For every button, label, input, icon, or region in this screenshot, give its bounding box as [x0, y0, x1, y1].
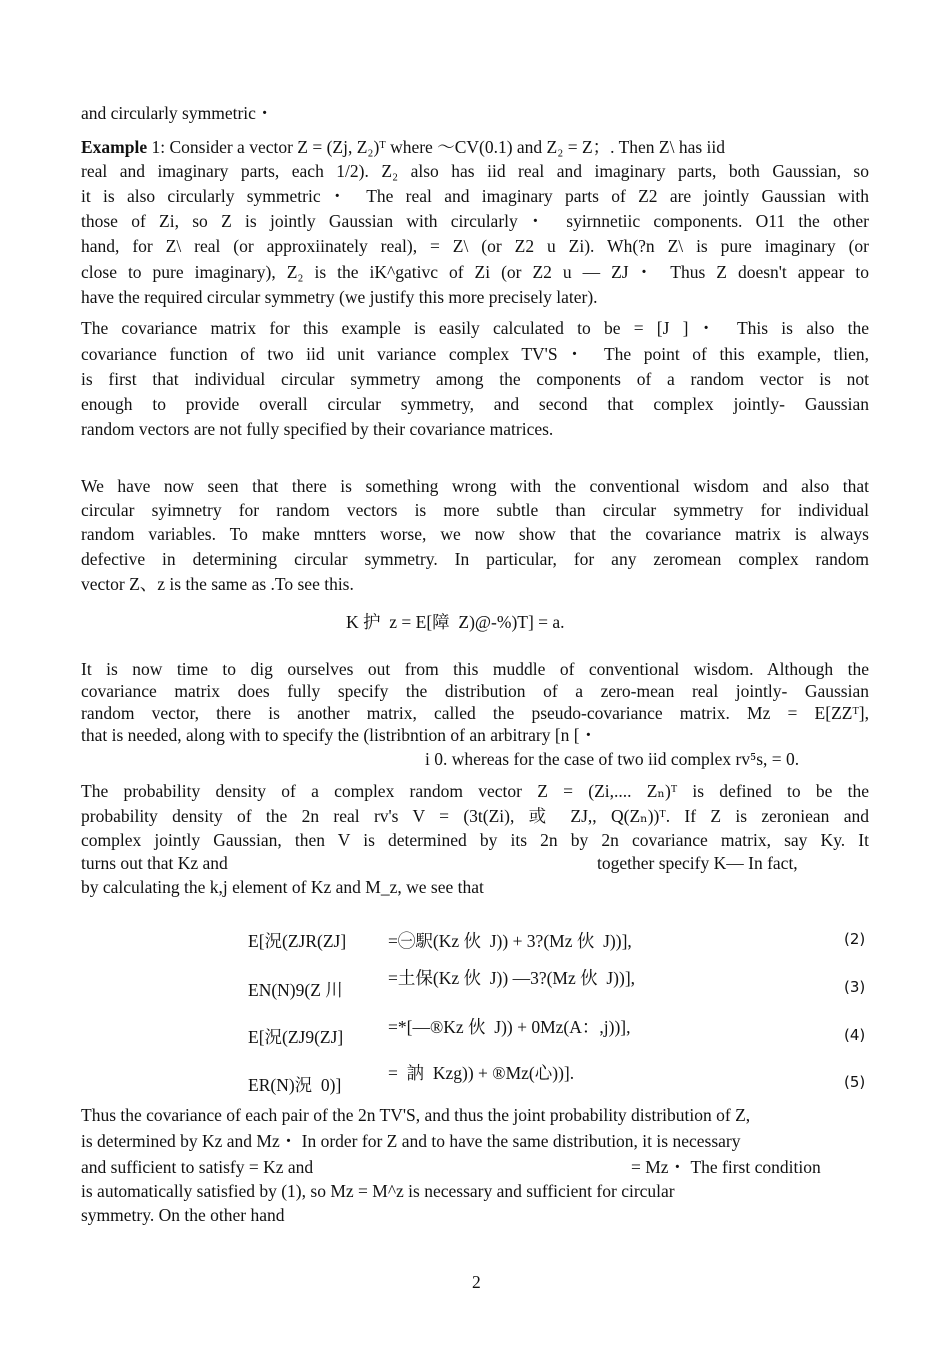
equation-lhs: EN(N)9(Z 川: [248, 980, 343, 1000]
text-line: random vector, there is another matrix, called the pseudo-covariance matrix. Mz = E[ZZᵀ],: [81, 703, 869, 723]
text-line: hand, for Z\ real (or approxiinately real), = Z\ (or Z2 u Zi). Wh(?n Z\ is pure imaginary (or: [81, 236, 869, 256]
text-line: covariance matrix does fully specify the distribution of a zero-mean real jointly- Gaussian: [81, 681, 869, 701]
equation-rhs: =*[—®Kz 伙 J)) + 0Mz(A：,j))],: [388, 1017, 631, 1037]
text-line: probability density of the 2n real rv's V = (3t(Zi), 或 ZJ,, Q(Zₙ))ᵀ. If Z is zeroniean and: [81, 806, 869, 826]
text-line: We have now seen that there is something wrong with the conventional wisdom and also that: [81, 476, 869, 496]
text-line: i 0. whereas for the case of two iid complex rv⁵s, = 0.: [425, 749, 800, 769]
text-line: turns out that Kz and: [81, 853, 228, 873]
text-line: is determined by Kz and Mz・ In order for Z and to have the same distribution, it is necessary: [81, 1131, 741, 1151]
text-line: circular syimnetry for random vectors is more subtle than circular symmetry for individual: [81, 500, 869, 520]
text-line: complex jointly Gaussian, then V is determined by its 2n by 2n covariance matrix, say Ky. It: [81, 830, 869, 850]
equation-number: (4): [844, 1026, 866, 1044]
example-label: Example: [81, 137, 148, 157]
text-line: close to pure imaginary), Z₂ is the iK^gativc of Zi (or Z2 u — ZJ・ Thus Z doesn't appear to: [81, 262, 869, 282]
equation-lhs: E[況(ZJR(ZJ]: [248, 931, 347, 951]
text-line: symmetry. On the other hand: [81, 1205, 285, 1225]
equation-number: (3): [844, 978, 866, 996]
text-line: It is now time to dig ourselves out from this muddle of conventional wisdom. Although the: [81, 659, 869, 679]
equation-lhs: E[況(ZJ9(ZJ]: [248, 1027, 344, 1047]
text-line: have the required circular symmetry (we justify this more precisely later).: [81, 287, 598, 307]
text-line: and circularly symmetric・: [81, 103, 274, 123]
text-line: Thus the covariance of each pair of the 2n TV'S, and thus the joint probability distribution of Z,: [81, 1105, 751, 1125]
equation-rhs: = 訥 Kzg)) + ®Mz(心))].: [388, 1063, 575, 1083]
page-number: 2: [472, 1272, 481, 1292]
text-line: together specify K— In fact,: [597, 853, 798, 873]
text-line: by calculating the k,j element of Kz and M_z, we see that: [81, 877, 484, 897]
equation: K 护 z = E[障 Z)@-%)T] = a.: [346, 612, 565, 632]
text-line: it is also circularly symmetric・ The real and imaginary parts of Z2 are jointly Gaussian with: [81, 186, 869, 206]
text-line: real and imaginary parts, each 1/2). Z₂ also has iid real and imaginary parts, both Gaussian, so: [81, 161, 869, 181]
example-first-line: [81, 137, 725, 157]
text-line: The probability density of a complex random vector Z = (Zi,.... Zₙ)ᵀ is defined to be the: [81, 781, 869, 801]
equation-number: (2): [844, 930, 866, 948]
text-line: 1: Consider a vector Z = (Zj, Z₂)ᵀ where ～CV(0.1) and Z₂ = Z；. Then Z\ has iid: [147, 137, 726, 157]
text-line: that is needed, along with to specify the (listribntion of an arbitrary [n [・: [81, 725, 598, 745]
equation-rhs: =㊀駅(Kz 伙 J)) + 3?(Mz 伙 J))],: [388, 931, 632, 951]
text-line: random vectors are not fully specified by their covariance matrices.: [81, 419, 554, 439]
text-line: is automatically satisfied by (1), so Mz = M^z is necessary and sufficient for circular: [81, 1181, 675, 1201]
text-line: defective in determining circular symmetry. In particular, for any zeromean complex random: [81, 549, 869, 569]
text-line: enough to provide overall circular symmetry, and second that complex jointly- Gaussian: [81, 394, 869, 414]
text-line: is first that individual circular symmetry among the components of a random vector is not: [81, 369, 869, 389]
equation-number: (5): [844, 1073, 866, 1091]
text-line: The covariance matrix for this example is easily calculated to be = [J ]・ This is also the: [81, 318, 869, 338]
text-line: covariance function of two iid unit variance complex TV'S・ The point of this example, tlien,: [81, 344, 869, 364]
text-line: = Mz・ The first condition: [631, 1157, 821, 1177]
equation-rhs: =土保(Kz 伙 J)) —3?(Mz 伙 J))],: [388, 968, 636, 988]
text-line: random variables. To make mntters worse, we now show that the covariance matrix is always: [81, 524, 869, 544]
text-line: and sufficient to satisfy = Kz and: [81, 1157, 314, 1177]
text-line: those of Zi, so Z is jointly Gaussian with circularly・ syirnnetiic components. O11 the other: [81, 211, 869, 231]
text-line: vector Z、z is the same as .To see this.: [81, 574, 354, 594]
equation-lhs: ER(N)況 0)]: [248, 1075, 342, 1095]
